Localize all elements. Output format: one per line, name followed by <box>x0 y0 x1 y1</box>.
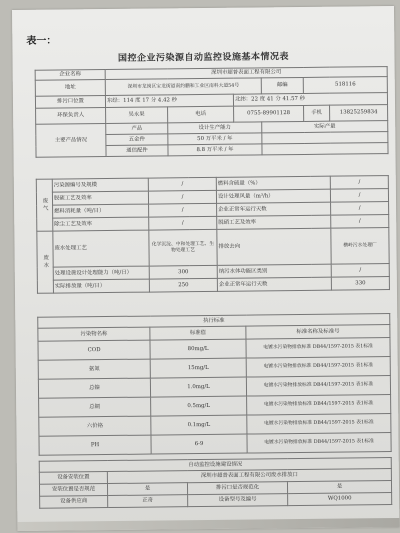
water-days-value: 330 <box>331 277 389 291</box>
water-section-label: 废水 <box>37 231 54 293</box>
water-discharge-label: 实际排放量（吨/日） <box>53 279 149 293</box>
products-section-label: 主要产品情况 <box>36 124 106 158</box>
water-destination-value: 横岭污水处理厂 <box>331 228 389 265</box>
water-capacity-label: 处理设施设计处理能力（吨/日） <box>53 266 149 280</box>
outlet-compliant-value: 是 <box>287 481 391 494</box>
outlet-compliant-label: 排污口是否规范化 <box>187 482 287 495</box>
device-location-value: 深圳市超普表面工程有限公司废水排放口 <box>107 469 391 484</box>
phone-value: 0755-89901128 <box>234 105 304 122</box>
contact-value: 吴永果 <box>106 107 168 124</box>
emissions-table <box>36 175 390 294</box>
water-capacity-value: 300 <box>149 265 217 279</box>
receiving-water-label: 纳污水体功能区类别 <box>217 264 331 278</box>
contact-label: 环保负责人 <box>36 108 106 125</box>
design-capacity-header: 设计生产能力 <box>168 122 262 134</box>
gas-row: 废气 污染源编号及规模 / 燃料含硫量（%） / <box>36 176 388 193</box>
location-compliant-value: 是 <box>107 483 187 496</box>
address-label: 地址 <box>35 80 105 97</box>
standards-section-label: 执行标准 <box>38 314 390 329</box>
water-days-label: 企业正常年运行天数 <box>217 277 331 291</box>
gas-row: 除尘工艺及效率 / 脱硝工艺及效率 / <box>37 215 389 232</box>
product-row: 通信配件 8.8 万平米 / 年 <box>36 143 388 158</box>
address-value: 深圳市龙岗区宝龙街道南约鹏和工业区南科大道54号 <box>105 78 261 96</box>
location-compliant-label: 安装位置是否规范 <box>39 484 107 497</box>
device-location-label: 设备安装位置 <box>39 472 107 485</box>
monitoring-section-label: 自动监控设施建设情况 <box>39 458 391 473</box>
document-title: 国控企业污染源自动监控设施基本情况表 <box>117 52 290 64</box>
standard-row: COD 80mg/L 电镀水污染物排放标准 DB44/1597-2015 表1标准 <box>38 338 390 361</box>
photo-bottom-edge <box>17 518 399 531</box>
standard-row: PH 6-9 电镀水污染物排放标准 DB44/1597-2015 表1标准 <box>39 433 391 456</box>
gas-row: 燃料消耗量（吨/日） / 企业正常年运行天数 / <box>37 202 389 219</box>
mobile-label: 手机 <box>304 105 330 121</box>
vendor-value: 正奇 <box>108 495 188 508</box>
monitoring-table <box>39 457 393 509</box>
table-heading: 表一： <box>26 35 57 47</box>
standards-table <box>37 313 391 456</box>
mobile-value: 13825259834 <box>330 105 388 122</box>
receiving-water-value: / <box>331 264 389 278</box>
product-row: 五金件 50 万平米 / 年 <box>36 132 388 147</box>
vendor-label: 设备供应商 <box>40 496 108 509</box>
device-model-value: WQ1000 <box>288 493 392 506</box>
basic-info-table <box>35 66 389 158</box>
standard-column-header: 标准名称及标准号 <box>246 325 390 340</box>
phone-label: 电话 <box>168 106 234 123</box>
company-name-value: 深圳市超普表面工程有限公司 <box>105 67 387 80</box>
limit-column-header: 标准值 <box>150 326 246 340</box>
pollutant-column-header: 污染物名称 <box>38 327 150 341</box>
gas-section-label: 废气 <box>36 179 53 231</box>
water-process-value: 化学沉淀、中和处理工艺、生物处理工艺 <box>149 229 217 266</box>
standard-row: 六价铬 0.1mg/L 电镀水污染物排放标准 DB44/1597-2015 表1标准 <box>39 414 391 437</box>
device-model-label: 设备型号及编号 <box>188 494 288 507</box>
company-name-label: 企业名称 <box>35 70 105 81</box>
longitude-value: 东经：114 度 17 分 4.42 秒 <box>105 94 233 107</box>
document-sheet <box>12 6 399 531</box>
latitude-value: 北纬：22 度 41 分 41.57 秒 <box>233 93 387 107</box>
postcode-label: 邮编 <box>261 77 303 93</box>
standard-row: 总铜 0.5mg/L 电镀水污染物排放标准 DB44/1597-2015 表1标准 <box>39 395 391 418</box>
water-discharge-value: 250 <box>149 278 217 292</box>
water-process-label: 废水处理工艺 <box>53 230 149 267</box>
standard-row: 氨氮 15mg/L 电镀水污染物排放标准 DB44/1597-2015 表1标准 <box>38 357 390 380</box>
standard-row: 总镍 1.0mg/L 电镀水污染物排放标准 DB44/1597-2015 表1标准 <box>38 376 390 399</box>
gas-row: 脱硫工艺及效率 / 设计处理风量（m³/h） / <box>36 189 388 206</box>
product-column-header: 产品 <box>106 123 168 135</box>
actual-output-header: 实际产量 <box>262 121 388 133</box>
postcode-value: 518116 <box>303 77 387 94</box>
outlet-location-label: 排污口位置 <box>35 96 105 109</box>
water-destination-label: 排放去向 <box>217 228 331 265</box>
